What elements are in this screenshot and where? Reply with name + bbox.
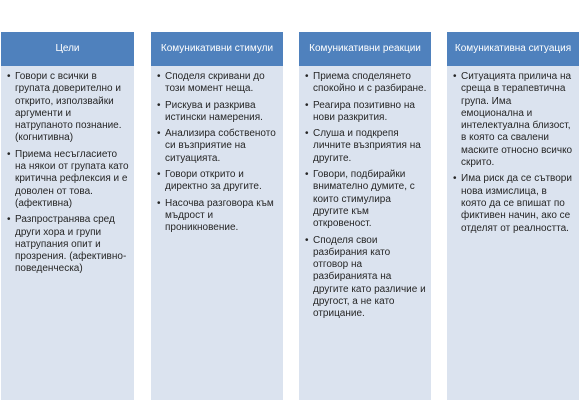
bullet-icon: •	[157, 128, 161, 140]
bullet-icon: •	[453, 173, 457, 185]
item-text: Говори, подбирайки внимателно думите, с които стимулира другите към откровеност.	[313, 169, 415, 230]
bullet-icon: •	[305, 99, 309, 111]
column-header-goals: Цели	[1, 32, 134, 66]
item-text: Приема несъгласието на някои от групата като критична рефлексия и е доволен от това. (афективна)	[15, 148, 129, 209]
item-text: Разпространява сред други хора и групи натрупания опит и прозрения. (афективно-поведенческа)	[15, 214, 127, 275]
list-item	[453, 173, 575, 234]
list-item	[7, 214, 130, 275]
item-text: Приема споделянето спокойно и с разбиране.	[313, 71, 427, 95]
column-header-reactions: Комуникативни реакции	[299, 32, 431, 66]
item-text: Рискува и разкрива истински намерения.	[165, 99, 263, 123]
bullet-icon: •	[157, 169, 161, 181]
item-text: Слуша и подкрепя личните възприятия на другите.	[313, 128, 421, 164]
list-item	[305, 128, 427, 165]
bullet-icon: •	[305, 71, 309, 82]
item-text: Споделя свои разбирания като отговор на разбиранията на другите като различие и другост, а не като отрицание.	[313, 234, 426, 320]
list-item	[157, 100, 279, 125]
bullet-icon: •	[7, 214, 11, 226]
list-item	[305, 235, 427, 321]
column-header-stimuli: Комуникативни стимули	[151, 32, 283, 66]
bullet-icon: •	[453, 71, 457, 82]
list-item	[305, 71, 427, 96]
list-item	[453, 71, 575, 169]
list-item	[7, 149, 130, 210]
item-text: Анализира собственото си възприятие на ситуацията.	[165, 128, 276, 164]
list-item	[157, 198, 279, 235]
item-text: Реагира позитивно на нови разкрития.	[313, 99, 415, 123]
column-body-situation	[447, 66, 579, 400]
list-item	[305, 169, 427, 230]
list-item	[157, 169, 279, 194]
list-item	[305, 100, 427, 125]
bullet-icon: •	[157, 99, 161, 111]
bullet-icon: •	[157, 197, 161, 209]
column-header-situation: Комуникативна ситуация	[447, 32, 579, 66]
list-item	[157, 71, 279, 96]
bullet-icon: •	[305, 128, 309, 140]
item-text: Има риск да се сътвори нова измислица, в която да се впишат по фиктивен начин, ако се отделят от реалността.	[461, 173, 572, 234]
column-body-reactions	[299, 66, 431, 400]
bullet-icon: •	[7, 71, 11, 82]
list-item	[7, 71, 130, 145]
item-text: Ситуацията прилича на среща в терапевтична група. Има емоционална и интелектуална близост, в която са свалени маските относно всичко скрито.	[461, 71, 573, 169]
bullet-icon: •	[7, 148, 11, 160]
item-text: Говори с всички в групата доверително и открито, използвайки аргументи и натрупаното познание. (когнитивна)	[15, 71, 122, 144]
item-text: Говори открито и директно за другите.	[165, 169, 262, 193]
column-body-goals	[1, 66, 134, 400]
item-text: Насочва разговора към мъдрост и проникновение.	[165, 197, 274, 234]
bullet-icon: •	[305, 169, 309, 181]
bullet-icon: •	[305, 234, 309, 246]
column-body-stimuli	[151, 66, 283, 400]
list-item	[157, 128, 279, 165]
item-text: Споделя скривани до този момент неща.	[165, 71, 265, 95]
bullet-icon: •	[157, 71, 161, 82]
